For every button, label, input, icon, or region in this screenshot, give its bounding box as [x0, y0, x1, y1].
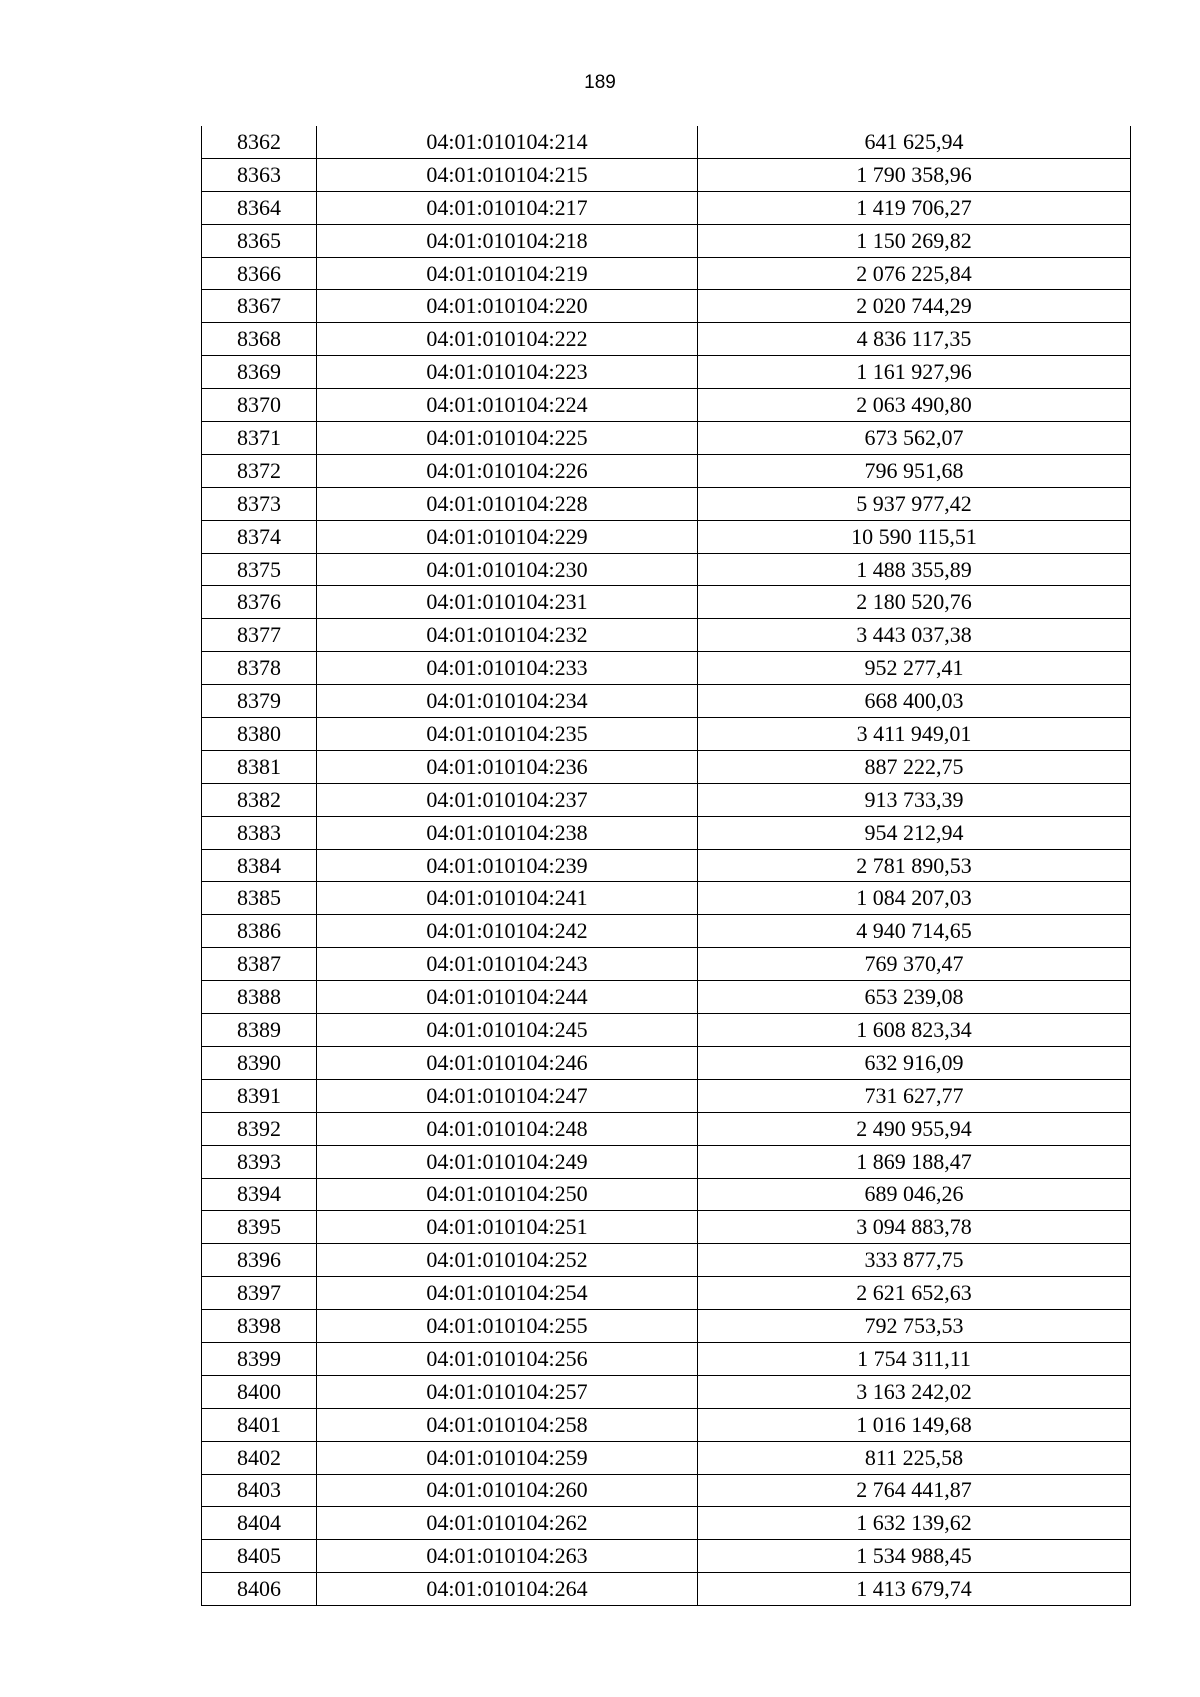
row-number-cell: 8383 — [202, 816, 317, 849]
cadastral-number-cell: 04:01:010104:241 — [317, 882, 698, 915]
row-number-cell: 8374 — [202, 520, 317, 553]
cadastral-value-cell: 1 869 188,47 — [698, 1145, 1131, 1178]
table-row — [202, 718, 1131, 751]
row-number-cell: 8390 — [202, 1046, 317, 1079]
table-row — [202, 981, 1131, 1014]
table-row — [202, 224, 1131, 257]
cadastral-number-cell: 04:01:010104:215 — [317, 158, 698, 191]
table-row — [202, 1474, 1131, 1507]
cadastral-value-cell: 2 076 225,84 — [698, 257, 1131, 290]
cadastral-number-cell: 04:01:010104:250 — [317, 1178, 698, 1211]
row-number-cell: 8377 — [202, 619, 317, 652]
table-row — [202, 948, 1131, 981]
cadastral-value-cell: 792 753,53 — [698, 1310, 1131, 1343]
cadastral-number-cell: 04:01:010104:264 — [317, 1573, 698, 1606]
row-number-cell: 8364 — [202, 191, 317, 224]
row-number-cell: 8403 — [202, 1474, 317, 1507]
cadastral-value-cell: 2 781 890,53 — [698, 849, 1131, 882]
cadastral-number-cell: 04:01:010104:236 — [317, 750, 698, 783]
cadastral-number-cell: 04:01:010104:239 — [317, 849, 698, 882]
row-number-cell: 8373 — [202, 487, 317, 520]
cadastral-number-cell: 04:01:010104:237 — [317, 783, 698, 816]
table-row — [202, 816, 1131, 849]
row-number-cell: 8388 — [202, 981, 317, 1014]
cadastral-number-cell: 04:01:010104:244 — [317, 981, 698, 1014]
cadastral-number-cell: 04:01:010104:252 — [317, 1244, 698, 1277]
table-body — [202, 126, 1131, 1606]
cadastral-number-cell: 04:01:010104:259 — [317, 1441, 698, 1474]
cadastral-value-cell: 653 239,08 — [698, 981, 1131, 1014]
table-row — [202, 1178, 1131, 1211]
row-number-cell: 8395 — [202, 1211, 317, 1244]
cadastral-number-cell: 04:01:010104:255 — [317, 1310, 698, 1343]
row-number-cell: 8366 — [202, 257, 317, 290]
table-row — [202, 323, 1131, 356]
table-row — [202, 685, 1131, 718]
cadastral-value-cell: 1 413 679,74 — [698, 1573, 1131, 1606]
table-row — [202, 454, 1131, 487]
row-number-cell: 8372 — [202, 454, 317, 487]
cadastral-value-cell: 1 488 355,89 — [698, 553, 1131, 586]
cadastral-value-cell: 2 063 490,80 — [698, 389, 1131, 422]
table-row — [202, 1310, 1131, 1343]
cadastral-number-cell: 04:01:010104:254 — [317, 1277, 698, 1310]
cadastral-number-cell: 04:01:010104:248 — [317, 1112, 698, 1145]
row-number-cell: 8394 — [202, 1178, 317, 1211]
table-row — [202, 1441, 1131, 1474]
row-number-cell: 8375 — [202, 553, 317, 586]
table-row — [202, 356, 1131, 389]
table-row — [202, 783, 1131, 816]
cadastral-number-cell: 04:01:010104:243 — [317, 948, 698, 981]
row-number-cell: 8393 — [202, 1145, 317, 1178]
row-number-cell: 8397 — [202, 1277, 317, 1310]
cadastral-number-cell: 04:01:010104:263 — [317, 1540, 698, 1573]
table-row — [202, 1112, 1131, 1145]
cadastral-value-cell: 731 627,77 — [698, 1079, 1131, 1112]
cadastral-number-cell: 04:01:010104:251 — [317, 1211, 698, 1244]
cadastral-value-cell: 2 020 744,29 — [698, 290, 1131, 323]
cadastral-number-cell: 04:01:010104:235 — [317, 718, 698, 751]
table-row — [202, 1277, 1131, 1310]
cadastral-value-cell: 1 161 927,96 — [698, 356, 1131, 389]
row-number-cell: 8371 — [202, 422, 317, 455]
cadastral-value-cell: 3 411 949,01 — [698, 718, 1131, 751]
cadastral-value-cell: 954 212,94 — [698, 816, 1131, 849]
cadastral-value-cell: 668 400,03 — [698, 685, 1131, 718]
cadastral-number-cell: 04:01:010104:218 — [317, 224, 698, 257]
table-row — [202, 619, 1131, 652]
table-row — [202, 882, 1131, 915]
cadastral-number-cell: 04:01:010104:258 — [317, 1408, 698, 1441]
table-row — [202, 1046, 1131, 1079]
cadastral-number-cell: 04:01:010104:231 — [317, 586, 698, 619]
cadastral-value-cell: 2 490 955,94 — [698, 1112, 1131, 1145]
row-number-cell: 8367 — [202, 290, 317, 323]
table-row — [202, 158, 1131, 191]
table-row — [202, 1573, 1131, 1606]
row-number-cell: 8398 — [202, 1310, 317, 1343]
table-row — [202, 1211, 1131, 1244]
cadastral-number-cell: 04:01:010104:232 — [317, 619, 698, 652]
row-number-cell: 8381 — [202, 750, 317, 783]
row-number-cell: 8376 — [202, 586, 317, 619]
row-number-cell: 8379 — [202, 685, 317, 718]
row-number-cell: 8385 — [202, 882, 317, 915]
cadastral-value-cell: 1 150 269,82 — [698, 224, 1131, 257]
cadastral-value-cell: 333 877,75 — [698, 1244, 1131, 1277]
cadastral-number-cell: 04:01:010104:249 — [317, 1145, 698, 1178]
cadastral-value-cell: 673 562,07 — [698, 422, 1131, 455]
page-number: 189 — [584, 72, 616, 93]
table-row — [202, 586, 1131, 619]
cadastral-number-cell: 04:01:010104:228 — [317, 487, 698, 520]
row-number-cell: 8384 — [202, 849, 317, 882]
cadastral-value-cell: 4 836 117,35 — [698, 323, 1131, 356]
row-number-cell: 8386 — [202, 915, 317, 948]
cadastral-value-cell: 1 632 139,62 — [698, 1507, 1131, 1540]
table-row — [202, 652, 1131, 685]
cadastral-value-cell: 1 790 358,96 — [698, 158, 1131, 191]
cadastral-number-cell: 04:01:010104:214 — [317, 126, 698, 158]
cadastral-number-cell: 04:01:010104:256 — [317, 1342, 698, 1375]
row-number-cell: 8365 — [202, 224, 317, 257]
cadastral-number-cell: 04:01:010104:257 — [317, 1375, 698, 1408]
table-row — [202, 191, 1131, 224]
cadastral-number-cell: 04:01:010104:245 — [317, 1014, 698, 1047]
cadastral-value-cell: 632 916,09 — [698, 1046, 1131, 1079]
row-number-cell: 8382 — [202, 783, 317, 816]
table-row — [202, 1145, 1131, 1178]
cadastral-value-cell: 1 534 988,45 — [698, 1540, 1131, 1573]
row-number-cell: 8362 — [202, 126, 317, 158]
cadastral-number-cell: 04:01:010104:225 — [317, 422, 698, 455]
cadastral-number-cell: 04:01:010104:238 — [317, 816, 698, 849]
cadastral-value-cell: 1 084 207,03 — [698, 882, 1131, 915]
cadastral-number-cell: 04:01:010104:233 — [317, 652, 698, 685]
cadastral-value-cell: 2 621 652,63 — [698, 1277, 1131, 1310]
row-number-cell: 8392 — [202, 1112, 317, 1145]
row-number-cell: 8405 — [202, 1540, 317, 1573]
cadastral-value-cell: 887 222,75 — [698, 750, 1131, 783]
row-number-cell: 8401 — [202, 1408, 317, 1441]
cadastral-number-cell: 04:01:010104:242 — [317, 915, 698, 948]
cadastral-number-cell: 04:01:010104:223 — [317, 356, 698, 389]
table-row — [202, 915, 1131, 948]
row-number-cell: 8369 — [202, 356, 317, 389]
table-row — [202, 1375, 1131, 1408]
cadastral-value-cell: 10 590 115,51 — [698, 520, 1131, 553]
cadastral-value-cell: 4 940 714,65 — [698, 915, 1131, 948]
row-number-cell: 8370 — [202, 389, 317, 422]
row-number-cell: 8391 — [202, 1079, 317, 1112]
cadastral-value-cell: 2 764 441,87 — [698, 1474, 1131, 1507]
cadastral-number-cell: 04:01:010104:224 — [317, 389, 698, 422]
cadastral-value-cell: 1 419 706,27 — [698, 191, 1131, 224]
table-row — [202, 750, 1131, 783]
cadastral-value-cell: 952 277,41 — [698, 652, 1131, 685]
cadastral-number-cell: 04:01:010104:262 — [317, 1507, 698, 1540]
row-number-cell: 8406 — [202, 1573, 317, 1606]
table-row — [202, 1540, 1131, 1573]
cadastral-value-cell: 5 937 977,42 — [698, 487, 1131, 520]
cadastral-number-cell: 04:01:010104:230 — [317, 553, 698, 586]
cadastral-number-cell: 04:01:010104:220 — [317, 290, 698, 323]
cadastral-value-cell: 3 163 242,02 — [698, 1375, 1131, 1408]
cadastral-value-cell: 1 754 311,11 — [698, 1342, 1131, 1375]
cadastral-number-cell: 04:01:010104:217 — [317, 191, 698, 224]
table-row — [202, 1244, 1131, 1277]
table-row — [202, 290, 1131, 323]
cadastral-value-cell: 2 180 520,76 — [698, 586, 1131, 619]
table-row — [202, 257, 1131, 290]
cadastral-number-cell: 04:01:010104:247 — [317, 1079, 698, 1112]
row-number-cell: 8400 — [202, 1375, 317, 1408]
table-row — [202, 1342, 1131, 1375]
table-row — [202, 422, 1131, 455]
cadastral-value-cell: 641 625,94 — [698, 126, 1131, 158]
table-row — [202, 126, 1131, 158]
cadastral-value-table — [201, 126, 1131, 1606]
row-number-cell: 8380 — [202, 718, 317, 751]
cadastral-value-cell: 3 443 037,38 — [698, 619, 1131, 652]
row-number-cell: 8396 — [202, 1244, 317, 1277]
row-number-cell: 8399 — [202, 1342, 317, 1375]
table-row — [202, 1079, 1131, 1112]
cadastral-value-cell: 811 225,58 — [698, 1441, 1131, 1474]
cadastral-number-cell: 04:01:010104:222 — [317, 323, 698, 356]
table-row — [202, 1408, 1131, 1441]
table-row — [202, 1507, 1131, 1540]
row-number-cell: 8387 — [202, 948, 317, 981]
cadastral-number-cell: 04:01:010104:234 — [317, 685, 698, 718]
cadastral-number-cell: 04:01:010104:229 — [317, 520, 698, 553]
cadastral-value-cell: 796 951,68 — [698, 454, 1131, 487]
cadastral-number-cell: 04:01:010104:246 — [317, 1046, 698, 1079]
row-number-cell: 8368 — [202, 323, 317, 356]
cadastral-value-cell: 3 094 883,78 — [698, 1211, 1131, 1244]
table-row — [202, 849, 1131, 882]
table-row — [202, 389, 1131, 422]
row-number-cell: 8363 — [202, 158, 317, 191]
cadastral-value-cell: 689 046,26 — [698, 1178, 1131, 1211]
row-number-cell: 8402 — [202, 1441, 317, 1474]
table-row — [202, 520, 1131, 553]
table-row — [202, 1014, 1131, 1047]
table-row — [202, 553, 1131, 586]
cadastral-value-cell: 913 733,39 — [698, 783, 1131, 816]
row-number-cell: 8378 — [202, 652, 317, 685]
cadastral-number-cell: 04:01:010104:226 — [317, 454, 698, 487]
cadastral-value-cell: 1 608 823,34 — [698, 1014, 1131, 1047]
table-row — [202, 487, 1131, 520]
cadastral-value-cell: 769 370,47 — [698, 948, 1131, 981]
cadastral-value-cell: 1 016 149,68 — [698, 1408, 1131, 1441]
row-number-cell: 8404 — [202, 1507, 317, 1540]
row-number-cell: 8389 — [202, 1014, 317, 1047]
cadastral-number-cell: 04:01:010104:219 — [317, 257, 698, 290]
cadastral-number-cell: 04:01:010104:260 — [317, 1474, 698, 1507]
